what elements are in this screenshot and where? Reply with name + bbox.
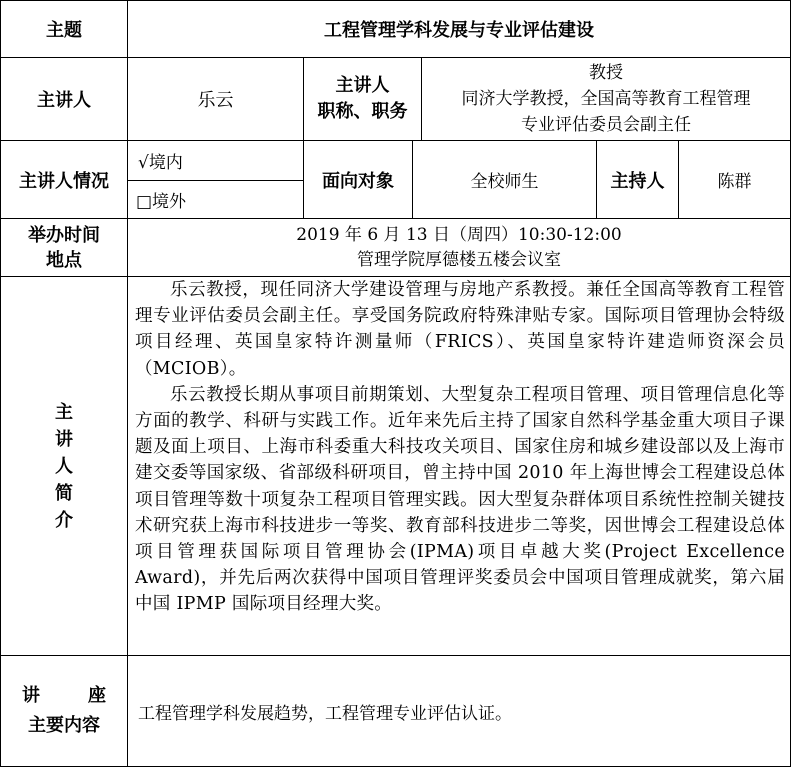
speaker-title-label [304, 58, 421, 140]
time-label [1, 219, 127, 276]
speaker-label: 主讲人 [37, 90, 91, 111]
bio-label-char: 简 [55, 482, 73, 504]
bio-paragraph: 乐云教授长期从事项目前期策划、大型复杂工程项目管理、项目管理信息化等方面的教学、科研与实践工作。近年来先后主持了国家自然科学基金重大项目子课题及面上项目、上海市科委重大科技攻关项目、国家住房和城乡建设部以及上海市建交委等国家级、省部级科研项目，曾主持中国 2010 年上海世博会工程建设总体项目管理等数十项复杂工程项目管理实践。因大型复杂群体项目系统性控制关键技术研究获上海市科技进步一等奖、教育部科技进步二等奖，因世博会工程建设总体项目管理获国际项目管理协会(IPMA)项目卓越大奖(Project Excellence Award)，并先后两次获得中国项目管理评奖委员会中国项目管理成就奖，第六届中国 IPMP 国际项目经理大奖。 [135, 384, 785, 615]
speaker-title-line: 专业评估委员会副主任 [521, 115, 691, 135]
bio-label-char: 人 [55, 455, 73, 477]
situation-label: 主讲人情况 [19, 170, 109, 192]
bio-text [135, 277, 785, 655]
topic-label: 主题 [46, 20, 82, 41]
content-label-char: 讲 [22, 685, 40, 706]
bio-paragraph: 乐云教授，现任同济大学建设管理与房地产系教授。兼任全国高等教育工程管理专业评估委员会副主任。享受国务院政府特殊津贴专家。国际项目管理协会特级项目经理、英国皇家特许测量师（FRICS）、英国皇家特许建造师资深会员（MCIOB）。 [135, 280, 785, 379]
content-label-char: 座 [88, 685, 106, 706]
audience-label: 面向对象 [322, 170, 394, 192]
speaker-name: 乐云 [197, 90, 234, 111]
content-label-line1 [22, 681, 106, 711]
speaker-title-line: 教授 [589, 63, 623, 83]
event-datetime: 2019 年 6 月 13 日（周四）10:30-12:00 [296, 224, 622, 245]
content-value: 工程管理学科发展趋势，工程管理专业评估认证。 [138, 703, 512, 724]
bio-label [1, 277, 127, 655]
speaker-title-line: 同济大学教授，全国高等教育工程管理 [461, 89, 751, 109]
time-label-line1: 举办时间 [28, 224, 100, 246]
event-place: 管理学院厚德楼五楼会议室 [357, 249, 561, 270]
host-label: 主持人 [610, 170, 665, 192]
bio-label-char: 介 [55, 509, 73, 531]
bio-label-char: 讲 [55, 428, 73, 450]
speaker-title-value [422, 58, 790, 140]
topic-value: 工程管理学科发展与专业评估建设 [324, 20, 594, 41]
host-value: 陈群 [717, 172, 752, 192]
content-label [1, 656, 127, 766]
option-overseas: □境外 [136, 192, 187, 212]
time-label-line2: 地点 [46, 249, 82, 271]
bio-label-char: 主 [55, 401, 73, 423]
option-domestic: √境内 [138, 153, 183, 173]
audience-value: 全校师生 [470, 172, 539, 192]
speaker-title-label-line1: 主讲人 [335, 75, 390, 96]
speaker-title-label-line2: 职称、职务 [317, 101, 408, 122]
content-label-line2: 主要内容 [28, 715, 100, 736]
time-value [128, 219, 790, 276]
